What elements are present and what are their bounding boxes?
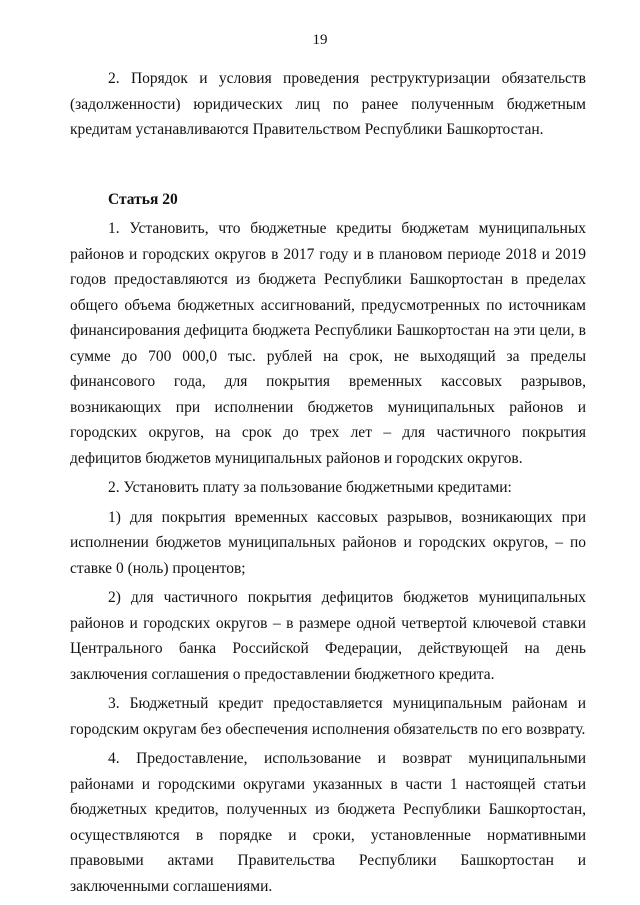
page-number: 19 — [312, 32, 328, 48]
article-paragraph-4: 4. Предоставление, использование и возврат муниципальными районами и городскими округами указанных в части 1 настоящей статьи бюджетных кредитов, полученных из бюджета Республики Башкортостан, осуществляются в порядке и сроки, установленные нормативными правовыми актами Правительства Республики Башкортостан и заключенными соглашениями. — [70, 750, 586, 895]
article-heading: Статья 20 — [108, 190, 178, 208]
document-body — [70, 66, 586, 903]
article-paragraph-1: 1. Установить, что бюджетные кредиты бюджетам муниципальных районов и городских округов в 2017 году и в плановом периоде 2018 и 2019 годов предоставляются из бюджета Республики Башкортостан в пределах общего объема бюджетных ассигнований, предусмотренных по источникам финансирования дефицита бюджета Республики Башкортостан на эти цели, в сумме до 700 000,0 тыс. рублей на срок, не выходящий за пределы финансового года, для покрытия временных кассовых разрывов, возникающих при исполнении бюджетов муниципальных районов и городских округов, на срок до трех лет – для частичного покрытия дефицитов бюджетов муниципальных районов и городских округов. — [70, 220, 586, 467]
article-subparagraph-1: 1) для покрытия временных кассовых разрывов, возникающих при исполнении бюджетов муниципальных районов и городских округов, – по ставке 0 (ноль) процентов; — [70, 508, 586, 577]
article-paragraph-3: 3. Бюджетный кредит предоставляется муниципальным районам и городским округам без обеспечения исполнения обязательств по его возврату. — [70, 695, 586, 738]
article-paragraph-2: 2. Установить плату за пользование бюджетными кредитами: — [108, 479, 512, 496]
intro-paragraph: 2. Порядок и условия проведения реструктуризации обязательств (задолженности) юридических лиц по ранее полученным бюджетным кредитам устанавливаются Правительством Республики Башкортостан. — [70, 70, 586, 138]
article-subparagraph-2: 2) для частичного покрытия дефицитов бюджетов муниципальных районов и городских округов – в размере одной четвертой ключевой ставки Центрального банка Российской Федерации, действующей на день заключения соглашения о предоставлении бюджетного кредита. — [70, 589, 586, 683]
